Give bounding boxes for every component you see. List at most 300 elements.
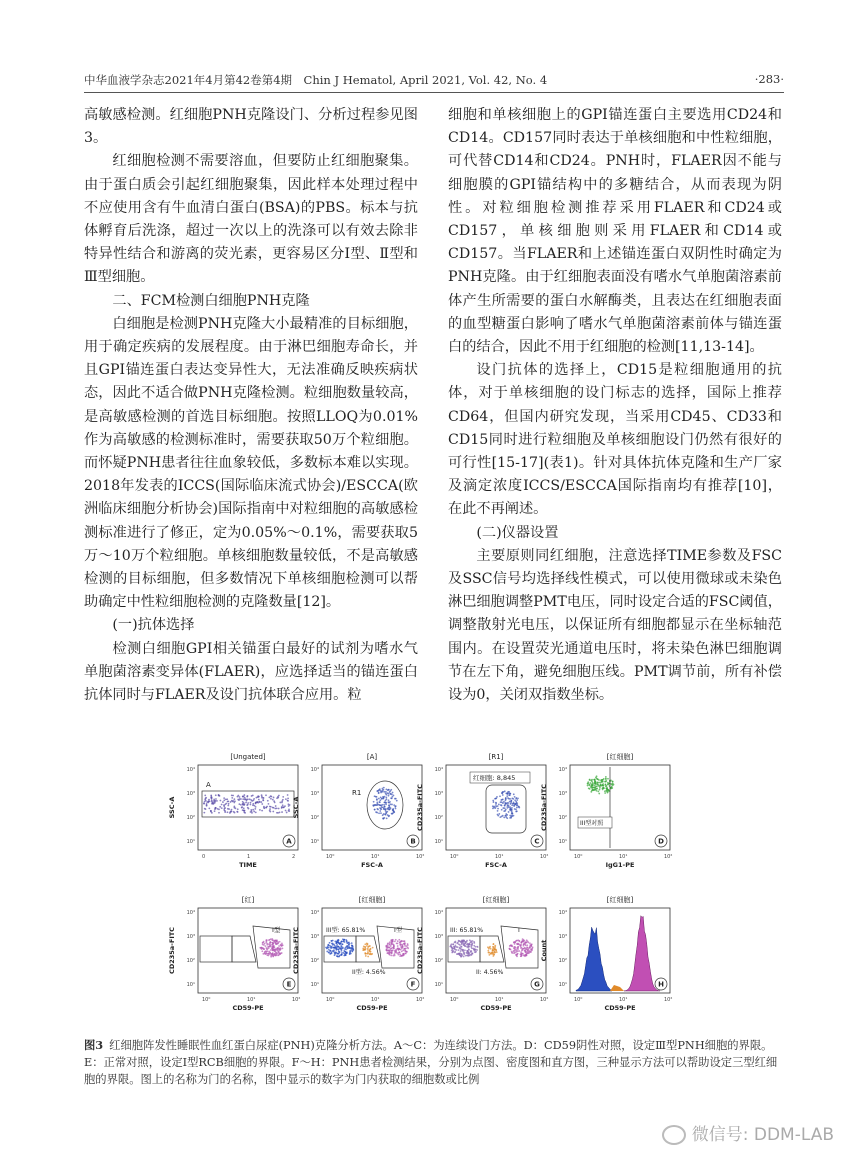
event-dot: [240, 798, 242, 800]
event-dot: [396, 800, 398, 802]
event-dot: [268, 953, 270, 955]
y-tick: 10³: [434, 791, 443, 797]
event-dot: [526, 944, 528, 946]
event-dot: [464, 945, 466, 947]
event-dot: [389, 801, 391, 803]
event-dot: [386, 817, 388, 819]
event-dot: [499, 795, 501, 797]
panel-letter: D: [658, 837, 664, 846]
paragraph: 设门抗体的选择上，CD15是粒细胞通用的抗体，对于单核细胞的设门标志的选择，国际上推荐CD64，但国内研究发现，当采用CD45、CD33和CD15同时进行粒细胞及单核细胞设门仍然有很好的可行性[15-17](表1)。针对具体抗体克隆和生产厂家及滴定浓度ICCS/ESCCA国际指南均有推荐[10]，在此不再阐述。: [448, 362, 782, 518]
event-dot: [259, 947, 261, 949]
event-dot: [382, 789, 384, 791]
event-dot: [287, 794, 289, 796]
event-dot: [276, 797, 278, 799]
event-dot: [497, 808, 499, 810]
paragraph: 红细胞检测不需要溶血，但要防止红细胞聚集。由于蛋白质会引起红细胞聚集，因此样本处理过程中不应使用含有牛血清白蛋白(BSA)的PBS。标本与抗体孵育后洗涤，超过一次以上的洗涤可以有效去除非特异性结合和游离的荧光素，更容易区分Ⅰ型、Ⅱ型和Ⅲ型细胞。: [84, 153, 418, 286]
event-dot: [467, 955, 469, 957]
event-dot: [343, 940, 345, 942]
event-dot: [460, 956, 462, 958]
event-dot: [518, 943, 520, 945]
event-dot: [232, 800, 234, 802]
event-dot: [233, 798, 235, 800]
event-dot: [516, 807, 518, 809]
event-dot: [206, 804, 208, 806]
event-dot: [269, 945, 271, 947]
event-dot: [493, 806, 495, 808]
x-axis-label: CD59-PE: [604, 1004, 636, 1012]
event-dot: [266, 944, 268, 946]
y-tick: 10³: [186, 791, 195, 797]
left-column: [84, 104, 418, 707]
panel-letter: G: [534, 980, 540, 989]
event-dot: [587, 785, 589, 787]
panel-frame: [322, 908, 422, 993]
event-dot: [511, 804, 513, 806]
event-dot: [274, 940, 276, 942]
event-dot: [346, 952, 348, 954]
event-dot: [374, 795, 376, 797]
event-dot: [383, 804, 385, 806]
panel-title: [红细胞]: [606, 896, 634, 904]
event-dot: [259, 801, 261, 803]
x-axis-label: CD59-PE: [232, 1004, 264, 1012]
event-dot: [390, 803, 392, 805]
event-dot: [273, 800, 275, 802]
event-dot: [469, 942, 471, 944]
event-dot: [608, 789, 610, 791]
event-dot: [395, 808, 397, 810]
event-dot: [461, 953, 463, 955]
y-axis-label: CD235a-FITC: [292, 927, 300, 974]
event-dot: [376, 799, 378, 801]
event-dot: [279, 802, 281, 804]
event-dot: [598, 785, 600, 787]
event-dot: [596, 788, 598, 790]
y-tick: 10³: [186, 934, 195, 940]
event-dot: [385, 802, 387, 804]
event-dot: [380, 792, 382, 794]
event-dot: [389, 951, 391, 953]
event-dot: [339, 948, 341, 950]
event-dot: [273, 797, 275, 799]
event-dot: [336, 942, 338, 944]
event-dot: [237, 808, 239, 810]
gate-label: II: 4.56%: [476, 969, 504, 976]
event-dot: [527, 952, 529, 954]
y-tick: 10⁴: [434, 767, 443, 773]
event-dot: [336, 955, 338, 957]
event-dot: [231, 811, 233, 813]
panel-letter: C: [534, 837, 540, 846]
event-dot: [468, 943, 470, 945]
event-dot: [334, 941, 336, 943]
gate-label: III型对照: [580, 820, 604, 827]
event-dot: [246, 796, 248, 798]
event-dot: [402, 949, 404, 951]
event-dot: [279, 949, 281, 951]
y-tick: 10¹: [186, 982, 195, 988]
event-dot: [339, 951, 341, 953]
event-dot: [495, 804, 497, 806]
event-dot: [603, 787, 605, 789]
event-dot: [492, 943, 494, 945]
event-dot: [287, 798, 289, 800]
event-dot: [501, 792, 503, 794]
event-dot: [494, 948, 496, 950]
event-dot: [215, 798, 217, 800]
event-dot: [380, 812, 382, 814]
event-dot: [492, 949, 494, 951]
paragraph: 白细胞是检测PNH克隆大小最精准的目标细胞，用于确定疾病的发展程度。由于淋巴细胞寿命长，并且GPI锚连蛋白表达变异性大，无法准确反映疾病状态，因此不适合做PNH克隆检测。粒细胞数量较高，是高敏感检测的首选目标细胞。按照LLOQ为0.01%作为高敏感的检测标准时，需要获取50万个粒细胞。而怀疑PNH患者往往血象较低，多数标本难以实现。2018年发表的ICCS(国际临床流式协会)/ESCCA(欧洲临床细胞分析协会)国际指南中对粒细胞的高敏感检测标准进行了修正，定为0.05%～0.1%，需要获取5万～10万个粒细胞。单核细胞数量较低，不是高敏感检测的目标细胞，但多数情况下单核细胞检测可以帮助确定中性粒细胞检测的克隆数量[12]。: [84, 315, 418, 611]
event-dot: [284, 805, 286, 807]
event-dot: [385, 791, 387, 793]
event-dot: [243, 794, 245, 796]
event-dot: [385, 797, 387, 799]
event-dot: [250, 804, 252, 806]
event-dot: [400, 949, 402, 951]
event-dot: [588, 784, 590, 786]
event-dot: [400, 940, 402, 942]
event-dot: [247, 804, 249, 806]
event-dot: [496, 796, 498, 798]
event-dot: [347, 948, 349, 950]
event-dot: [531, 949, 533, 951]
x-tick: 2: [292, 854, 296, 860]
gate-label: I型: [272, 926, 281, 934]
event-dot: [506, 795, 508, 797]
event-dot: [263, 948, 265, 950]
event-dot: [352, 948, 354, 950]
event-dot: [243, 807, 245, 809]
event-dot: [263, 797, 265, 799]
event-dot: [351, 942, 353, 944]
event-dot: [388, 946, 390, 948]
event-dot: [508, 805, 510, 807]
event-dot: [515, 798, 517, 800]
event-dot: [276, 812, 278, 814]
event-dot: [462, 949, 464, 951]
event-dot: [515, 809, 517, 811]
event-dot: [262, 942, 264, 944]
event-dot: [501, 799, 503, 801]
event-dot: [205, 808, 207, 810]
event-dot: [398, 949, 400, 951]
event-dot: [515, 955, 517, 957]
event-dot: [513, 815, 515, 817]
event-dot: [373, 801, 375, 803]
event-dot: [379, 801, 381, 803]
event-dot: [599, 789, 601, 791]
paragraph: 细胞和单核细胞上的GPI锚连蛋白主要选用CD24和CD14。CD157同时表达于单核细胞和中性粒细胞，可代替CD14和CD24。PNH时，FLAER因不能与细胞膜的GPI锚结构中的多糖结合，从而表现为阴性。对粒细胞检测推荐采用FLAER和CD24或CD157，单核细胞则采用FLAER和CD14或CD157。当FLAER和上述锚连蛋白双阴性时确定为PNH克隆。由于红细胞表面没有嗜水气单胞菌溶素前体产生所需要的蛋白水解酶类，且表达在红细胞表面的血型糖蛋白影响了嗜水气单胞菌溶素前体与锚连蛋白的结合，因此不用于红细胞的检测[11,13-14]。: [448, 107, 782, 356]
event-dot: [262, 944, 264, 946]
event-dot: [365, 955, 367, 957]
event-dot: [589, 788, 591, 790]
event-dot: [282, 947, 284, 949]
event-dot: [376, 808, 378, 810]
event-dot: [203, 802, 205, 804]
event-dot: [248, 808, 250, 810]
event-dot: [526, 939, 528, 941]
event-dot: [272, 956, 274, 958]
event-dot: [395, 798, 397, 800]
event-dot: [388, 795, 390, 797]
event-dot: [388, 953, 390, 955]
y-axis-label: CD235a-FITC: [416, 927, 424, 974]
event-dot: [340, 945, 342, 947]
event-dot: [326, 951, 328, 953]
event-dot: [394, 955, 396, 957]
event-dot: [281, 806, 283, 808]
event-dot: [402, 955, 404, 957]
event-dot: [269, 952, 271, 954]
event-dot: [493, 801, 495, 803]
event-dot: [388, 815, 390, 817]
x-tick: 10¹: [495, 854, 504, 860]
event-dot: [280, 945, 282, 947]
event-dot: [495, 798, 497, 800]
event-dot: [392, 809, 394, 811]
event-dot: [473, 945, 475, 947]
event-dot: [390, 955, 392, 957]
event-dot: [461, 943, 463, 945]
y-axis-label: SSC-A: [168, 796, 176, 819]
event-dot: [524, 950, 526, 952]
event-dot: [281, 800, 283, 802]
event-dot: [401, 946, 403, 948]
event-dot: [509, 798, 511, 800]
section-heading: (二)仪器设置: [476, 524, 559, 541]
x-tick: 10²: [540, 997, 549, 1003]
event-dot: [332, 950, 334, 952]
event-dot: [514, 796, 516, 798]
event-dot: [288, 805, 290, 807]
event-dot: [393, 945, 395, 947]
event-dot: [244, 812, 246, 814]
event-dot: [365, 953, 367, 955]
event-dot: [502, 815, 504, 817]
event-dot: [232, 795, 234, 797]
event-dot: [380, 808, 382, 810]
watermark-text: 微信号: DDM-LAB: [691, 1125, 834, 1145]
event-dot: [522, 938, 524, 940]
event-dot: [388, 807, 390, 809]
gate-label: A: [206, 781, 211, 789]
event-dot: [261, 950, 263, 952]
event-dot: [215, 807, 217, 809]
event-dot: [231, 800, 233, 802]
event-dot: [208, 807, 210, 809]
event-dot: [381, 798, 383, 800]
event-dot: [505, 813, 507, 815]
event-dot: [242, 801, 244, 803]
event-dot: [392, 792, 394, 794]
panel-title: [R1]: [488, 753, 504, 761]
event-dot: [342, 952, 344, 954]
event-dot: [511, 809, 513, 811]
event-dot: [385, 812, 387, 814]
event-dot: [489, 946, 491, 948]
event-dot: [490, 953, 492, 955]
event-dot: [251, 795, 253, 797]
x-axis-label: FSC-A: [485, 861, 507, 869]
event-dot: [229, 812, 231, 814]
y-axis-label: Count: [540, 939, 548, 962]
x-tick: 10²: [416, 854, 425, 860]
event-dot: [281, 811, 283, 813]
event-dot: [267, 946, 269, 948]
event-dot: [613, 784, 615, 786]
event-dot: [330, 940, 332, 942]
y-tick: 10²: [310, 815, 319, 821]
event-dot: [238, 803, 240, 805]
event-dot: [510, 949, 512, 951]
event-dot: [224, 811, 226, 813]
event-dot: [601, 779, 603, 781]
event-dot: [252, 809, 254, 811]
event-dot: [594, 786, 596, 788]
event-dot: [244, 797, 246, 799]
event-dot: [208, 799, 210, 801]
event-dot: [391, 943, 393, 945]
paragraph: 高敏感检测。红细胞PNH克隆设门、分析过程参见图3。: [84, 107, 418, 147]
event-dot: [278, 952, 280, 954]
event-dot: [473, 941, 475, 943]
event-dot: [351, 945, 353, 947]
event-dot: [274, 950, 276, 952]
event-dot: [597, 791, 599, 793]
event-dot: [268, 939, 270, 941]
event-dot: [394, 941, 396, 943]
y-tick: 10¹: [558, 982, 567, 988]
event-dot: [468, 948, 470, 950]
event-dot: [345, 954, 347, 956]
event-dot: [514, 941, 516, 943]
event-dot: [468, 946, 470, 948]
x-axis-label: CD59-PE: [480, 1004, 512, 1012]
event-dot: [325, 947, 327, 949]
event-dot: [510, 803, 512, 805]
caption-label: 图3: [84, 1038, 104, 1052]
event-dot: [337, 939, 339, 941]
event-dot: [219, 800, 221, 802]
event-dot: [237, 799, 239, 801]
event-dot: [407, 947, 409, 949]
event-dot: [513, 802, 515, 804]
event-dot: [390, 807, 392, 809]
event-dot: [490, 948, 492, 950]
event-dot: [400, 955, 402, 957]
event-dot: [338, 949, 340, 951]
event-dot: [516, 810, 518, 812]
panel-frame: [322, 765, 422, 850]
event-dot: [498, 813, 500, 815]
event-dot: [605, 776, 607, 778]
event-dot: [395, 939, 397, 941]
gate-label: II型: 4.56%: [352, 969, 386, 976]
event-dot: [277, 796, 279, 798]
event-dot: [512, 952, 514, 954]
event-dot: [258, 799, 260, 801]
event-dot: [488, 952, 490, 954]
event-dot: [405, 947, 407, 949]
event-dot: [236, 811, 238, 813]
event-dot: [231, 797, 233, 799]
event-dot: [349, 943, 351, 945]
event-dot: [385, 946, 387, 948]
paragraph: 检测白细胞GPI相关锚蛋白最好的试剂为嗜水气单胞菌溶素变异体(FLAER)，应选择适当的锚连蛋白抗体同时与FLAER及设门抗体联合应用。粒: [84, 640, 418, 704]
event-dot: [455, 949, 457, 951]
x-tick: 10⁰: [202, 997, 211, 1003]
event-dot: [517, 953, 519, 955]
y-tick: 10⁴: [186, 767, 195, 773]
event-dot: [338, 946, 340, 948]
event-dot: [525, 944, 527, 946]
event-dot: [389, 791, 391, 793]
event-dot: [513, 805, 515, 807]
event-dot: [592, 784, 594, 786]
x-tick: 10⁰: [326, 854, 335, 860]
event-dot: [463, 956, 465, 958]
event-dot: [285, 798, 287, 800]
event-dot: [218, 808, 220, 810]
event-dot: [242, 798, 244, 800]
event-dot: [265, 941, 267, 943]
event-dot: [511, 798, 513, 800]
event-dot: [494, 945, 496, 947]
y-tick: 10²: [310, 958, 319, 964]
event-dot: [283, 807, 285, 809]
event-dot: [518, 940, 520, 942]
y-tick: 10¹: [186, 839, 195, 845]
event-dot: [487, 946, 489, 948]
event-dot: [391, 813, 393, 815]
event-dot: [520, 945, 522, 947]
event-dot: [602, 781, 604, 783]
event-dot: [208, 800, 210, 802]
panel-title: [红细胞]: [606, 753, 634, 761]
event-dot: [598, 793, 600, 795]
event-dot: [499, 816, 501, 818]
event-dot: [476, 949, 478, 951]
section-heading: (一)抗体选择: [112, 617, 195, 634]
event-dot: [368, 949, 370, 951]
event-dot: [465, 941, 467, 943]
event-dot: [468, 952, 470, 954]
caption-text: 红细胞阵发性睡眠性血红蛋白尿症(PNH)克隆分析方法。A～C：为连续设门方法。D：CD59阴性对照，设定Ⅲ型PNH细胞的界限。E：正常对照，设定Ⅰ型RCB细胞的界限。F～H：PNH患者检测结果，分别为点图、密度图和直方图，三种显示方法可以帮助设定三型红细胞的界限。图上的名称为门的名称，图中显示的数字为门内获取的细胞数或比例: [84, 1039, 778, 1086]
event-dot: [388, 804, 390, 806]
gate-label: 红细胞: 8,845: [473, 774, 516, 782]
event-dot: [517, 950, 519, 952]
event-dot: [506, 807, 508, 809]
event-dot: [204, 795, 206, 797]
event-dot: [521, 949, 523, 951]
panel-frame: [198, 908, 298, 993]
event-dot: [495, 802, 497, 804]
panel-title: [A]: [366, 753, 378, 761]
event-dot: [505, 816, 507, 818]
event-dot: [239, 796, 241, 798]
x-tick: 0: [202, 854, 206, 860]
event-dot: [390, 952, 392, 954]
event-dot: [266, 950, 268, 952]
event-dot: [595, 781, 597, 783]
event-dot: [379, 788, 381, 790]
event-dot: [513, 793, 515, 795]
event-dot: [587, 783, 589, 785]
event-dot: [265, 947, 267, 949]
event-dot: [261, 801, 263, 803]
event-dot: [367, 943, 369, 945]
